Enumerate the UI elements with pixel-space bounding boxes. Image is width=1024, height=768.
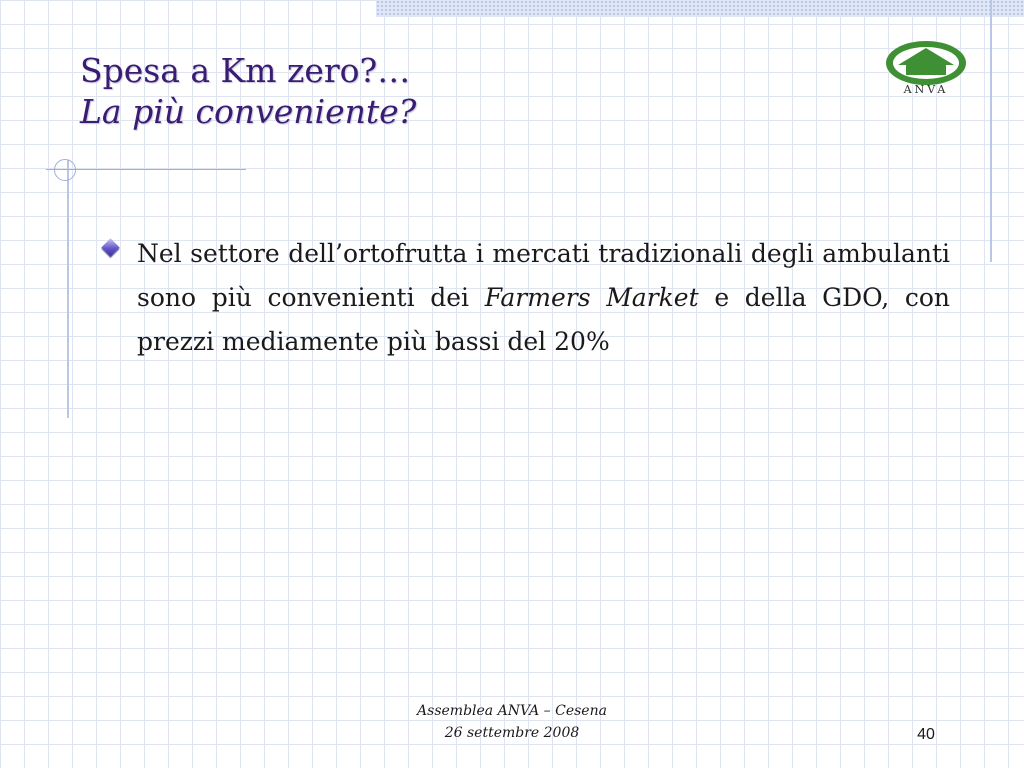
bullet-text-part1: Nel settore dell’ortofrutta i mercati tradizionali degli ambulanti sono più convenienti dei [137,239,950,312]
page-number: 40 [917,726,935,743]
logo-label: ANVA [903,83,949,96]
slide-title-line1: Spesa a Km zero?… [80,51,411,90]
top-decorative-band [376,0,1024,17]
bullet-text-part2: e della GDO, con prezzi mediamente più bassi del 20% [137,283,950,356]
title-underline-rule [46,169,246,170]
corner-circle-ornament [54,159,76,181]
slide-footer [362,700,662,744]
right-vertical-rule [990,0,992,262]
bullet-item [100,232,950,364]
footer-line1: Assemblea ANVA – Cesena [417,703,607,719]
diamond-bullet-icon [101,238,119,256]
slide-title-line2: La più conveniente? [80,92,417,131]
slide-title [80,50,416,132]
left-vertical-rule [67,160,69,418]
anva-logo [881,38,971,98]
bullet-text-italic: Farmers Market [484,283,699,312]
bullet-text [137,232,950,364]
footer-line2: 26 settembre 2008 [444,725,580,741]
